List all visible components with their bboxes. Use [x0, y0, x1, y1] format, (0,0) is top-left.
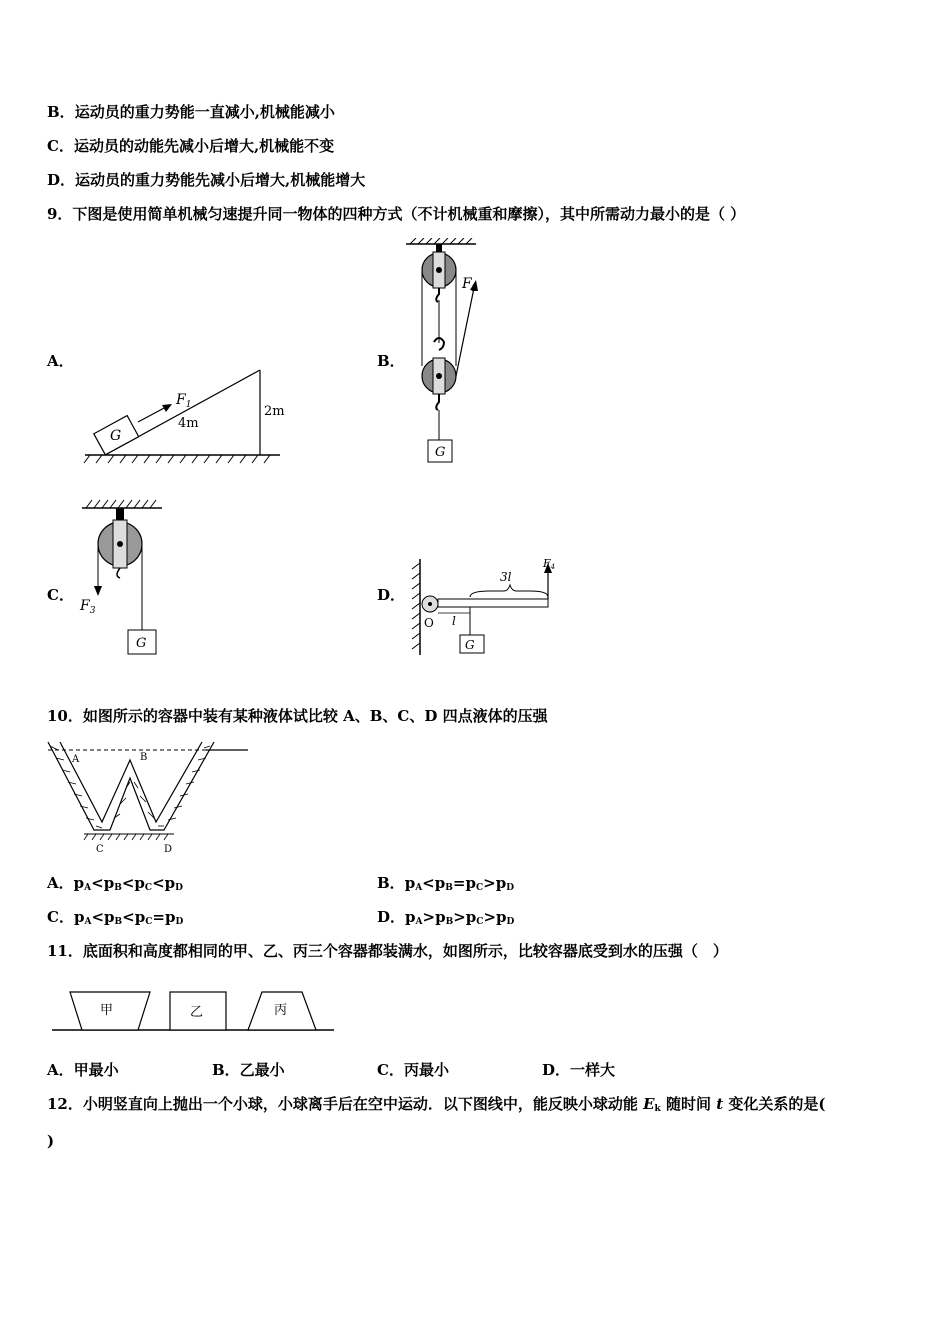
q12-stem-close: )	[47, 1132, 55, 1150]
container-bing: 丙	[274, 1003, 288, 1018]
fig-d-g: G	[465, 638, 475, 652]
q8-option-d: D．运动员的重力势能先减小后增大,机械能增大	[47, 171, 366, 189]
point-d-label: D	[164, 844, 173, 855]
q10-option-d: D．$p_A>p_B>p_C>p_D$	[377, 908, 515, 927]
q11-option-d: D．一样大	[542, 1061, 616, 1079]
q8-option-b: B．运动员的重力势能一直减小,机械能减小	[47, 103, 335, 121]
q11-option-b: B．乙最小	[212, 1061, 285, 1079]
q9-label-d: D．	[377, 586, 406, 604]
q11-option-a: A．甲最小	[47, 1061, 119, 1079]
q9-stem: 9．下图是使用简单机械匀速提升同一物体的四种方式（不计机械重和摩擦），其中所需动力最小的是（ ）	[47, 205, 746, 223]
figure-lever	[400, 555, 570, 660]
fig-b-f: $F_2$	[462, 276, 478, 294]
point-a-label: A	[72, 754, 80, 765]
fig-b-g: G	[435, 445, 446, 460]
figure-w-container	[44, 738, 254, 858]
q10-option-c: C．$p_A<p_B<p_C=p_D$	[47, 908, 184, 927]
point-b-label: B	[140, 752, 148, 763]
q9-label-a: A．	[47, 352, 74, 370]
figure-pulley-block	[398, 238, 508, 468]
fig-a-length: 4m	[178, 416, 199, 431]
q8-option-c: C．运动员的动能先减小后增大,机械能不变	[47, 137, 335, 155]
container-jia: 甲	[100, 1003, 114, 1018]
q9-label-c: C．	[47, 586, 74, 604]
q10-stem: 10．如图所示的容器中装有某种液体试比较 A、B、C、D 四点液体的压强	[47, 707, 548, 725]
fig-d-f: F4	[543, 557, 556, 571]
container-yi: 乙	[190, 1005, 204, 1020]
fig-a-f: $F_1$	[176, 392, 192, 410]
fig-a-g: G	[110, 428, 122, 444]
q9-label-b: B．	[377, 352, 405, 370]
q10-option-a: A．$p_A<p_B<p_C<p_D$	[47, 874, 183, 893]
fig-d-o: O	[424, 616, 434, 630]
q12-stem: 12．小明竖直向上抛出一个小球，小球离手后在空中运动．以下图线中，能反映小球动能 $E_k$ 随时间 t 变化关系的是(	[47, 1095, 826, 1114]
fig-a-height: 2m	[264, 404, 285, 419]
fig-c-g: G	[136, 636, 147, 651]
fig-d-l: l	[452, 614, 456, 628]
fig-c-f: $F_3$	[80, 598, 96, 616]
q11-option-c: C．丙最小	[377, 1061, 449, 1079]
fig-d-3l: 3l	[500, 570, 512, 584]
figure-fixed-pulley	[72, 496, 182, 661]
point-c-label: C	[96, 844, 104, 855]
q11-stem: 11．底面积和高度都相同的甲、乙、丙三个容器都装满水，如图所示，比较容器底受到水的压强（ ）	[47, 942, 728, 960]
q10-option-b: B．$p_A<p_B=p_C>p_D$	[377, 874, 514, 893]
figure-three-containers	[50, 984, 340, 1034]
figure-inclined-plane	[80, 360, 290, 470]
